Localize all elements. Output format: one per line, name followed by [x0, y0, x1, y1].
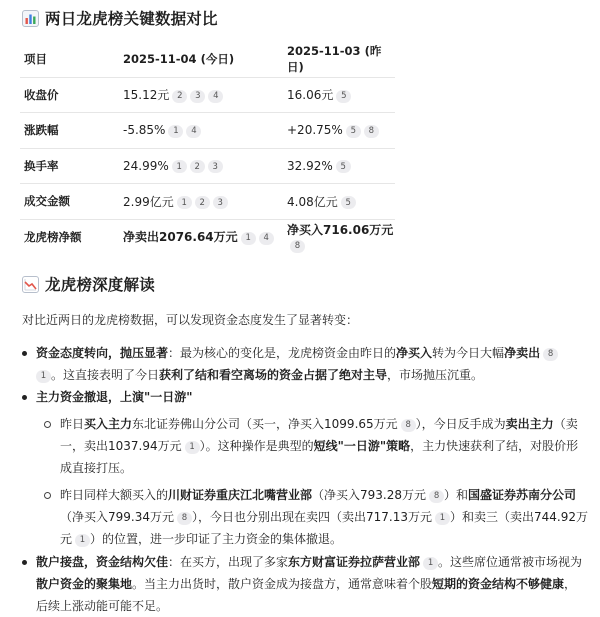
bullet-text: ）和卖三（卖出744.92万元: [60, 510, 588, 546]
citation-badge[interactable]: 8: [364, 125, 379, 138]
bullet-text: 。当主力出货时，散户资金成为接盘方，通常意味着个股: [132, 577, 433, 591]
citation-badge[interactable]: 2: [190, 160, 205, 173]
citation-badge[interactable]: 1: [423, 557, 438, 570]
today-cell: [119, 148, 283, 184]
today-value: 24.99%: [123, 158, 169, 173]
column-header: 项目: [24, 52, 47, 67]
row-label: 成交金额: [24, 194, 70, 209]
line-chart-icon: [22, 276, 39, 293]
citation-badge[interactable]: 1: [241, 232, 256, 245]
citation-badge[interactable]: 5: [341, 196, 356, 209]
bullet-main-capital-retreat: [22, 386, 588, 408]
citation-badge[interactable]: 3: [213, 196, 228, 209]
table-row: [20, 77, 395, 113]
row-label: 涨跌幅: [24, 123, 59, 138]
bullet-text: 。这些席位通常被市场视为: [438, 555, 583, 569]
today-value: 净卖出2076.64万元: [123, 230, 238, 245]
bullet-heading: 散户接盘，资金结构欠佳: [36, 555, 169, 569]
bullet-text: ）和: [444, 488, 469, 502]
section-title-text: 两日龙虎榜关键数据对比: [45, 10, 218, 28]
bullet-dot: [22, 351, 27, 356]
table-row: [20, 148, 395, 184]
yesterday-value: 32.92%: [287, 158, 333, 173]
column-header: 2025-11-04 (今日): [123, 52, 235, 67]
bullet-text: ），今日也分别出现在卖四（卖出717.13万元: [192, 510, 432, 524]
bullet-text: ，市场抛压沉重。: [387, 368, 484, 382]
bullet-text: ，后续上涨动能可能不足。: [36, 577, 577, 613]
bullet-text: ）的位置，进一步印证了主力资金的集体撤退。: [90, 532, 343, 546]
yesterday-value: +20.75%: [287, 123, 343, 137]
sub-bullet-dongbei: [44, 413, 590, 479]
column-header: 2025-11-03 (昨日): [287, 44, 382, 75]
bullet-text: 。这直接表明了今日: [51, 368, 160, 382]
sub-bullet-content: [44, 413, 590, 479]
row-label: 收盘价: [24, 87, 59, 102]
citation-badge[interactable]: 8: [543, 348, 558, 361]
keyword: 川财证券重庆江北嘴营业部: [168, 488, 313, 502]
bullet-text: ）。这种操作是典型的: [199, 439, 314, 453]
yesterday-cell: [283, 113, 395, 149]
citation-badge[interactable]: 1: [172, 160, 187, 173]
today-cell: [119, 184, 283, 220]
citation-badge[interactable]: 1: [36, 370, 51, 383]
row-label: 换手率: [24, 158, 59, 173]
intro-paragraph: 对比近两日的龙虎榜数据，可以发现资金态度发生了显著转变：: [22, 313, 359, 327]
keyword: 短线"一日游"策略: [313, 439, 411, 453]
table-row: [20, 184, 395, 220]
today-value: -5.85%: [123, 123, 166, 137]
bullet-heading: 主力资金撤退，上演"一日游": [36, 390, 193, 404]
today-value: 15.12元: [123, 88, 170, 103]
keyword: 净卖出: [504, 346, 541, 360]
bar-chart-icon: [22, 10, 39, 27]
section-title-comparison: [22, 6, 218, 30]
citation-badge[interactable]: 1: [435, 512, 450, 525]
bullet-content: [22, 551, 588, 617]
table-header-row: [20, 42, 395, 77]
sub-bullet-dot: [44, 492, 51, 499]
citation-badge[interactable]: 3: [208, 160, 223, 173]
bullet-retail-takeover: [22, 551, 588, 617]
citation-badge[interactable]: 5: [336, 160, 351, 173]
bullet-text: ，主力快速获利了结，对股价形成直接打压。: [60, 439, 579, 475]
keyword: 国盛证券苏南分公司: [468, 488, 577, 502]
yesterday-value: 净买入716.06万元: [287, 223, 394, 237]
bullet-text: （净买入793.28万元: [312, 488, 427, 502]
today-value: 2.99亿元: [123, 194, 174, 209]
bullet-dot: [22, 560, 27, 565]
citation-badge[interactable]: 8: [177, 512, 192, 525]
keyword: 卖出主力: [505, 417, 554, 431]
sub-bullet-dot: [44, 421, 51, 428]
sub-bullet-content: [44, 484, 590, 550]
bullet-heading: 资金态度转向，抛压显著: [36, 346, 169, 360]
section-title-analysis: [22, 272, 155, 296]
keyword: 获利了结和看空离场的资金占据了绝对主导: [159, 368, 388, 382]
keyword: 散户资金的聚集地: [36, 577, 133, 591]
table-row: [20, 219, 395, 254]
keyword: 买入主力: [84, 417, 133, 431]
bullet-content: [22, 342, 588, 386]
bullet-text: ：最为核心的变化是，龙虎榜资金由昨日的: [168, 346, 397, 360]
bullet-text: 昨日同样大额买入的: [60, 488, 169, 502]
bullet-capital-shift: [22, 342, 588, 386]
comparison-table: [20, 42, 395, 254]
yesterday-value: 4.08亿元: [287, 194, 338, 209]
sub-bullet-chuancai-guosheng: [44, 484, 590, 550]
bullet-text: （净买入799.34万元: [60, 510, 174, 524]
bullet-text: 转为今日大幅: [432, 346, 505, 360]
bullet-text: ：在买方，出现了多家: [168, 555, 289, 569]
table-row: [20, 113, 395, 149]
citation-badge[interactable]: 5: [346, 125, 361, 138]
citation-badge[interactable]: 8: [429, 490, 444, 503]
yesterday-value: 16.06元: [287, 88, 334, 103]
citation-badge[interactable]: 1: [168, 125, 183, 138]
bullet-text: （卖一，卖出1037.94万元: [60, 417, 578, 453]
bullet-text: 昨日: [60, 417, 85, 431]
section-title-text: 龙虎榜深度解读: [45, 276, 155, 294]
yesterday-cell: [283, 77, 395, 113]
yesterday-cell: [283, 148, 395, 184]
citation-badge[interactable]: 3: [190, 90, 205, 103]
bullet-dot: [22, 395, 27, 400]
yesterday-cell: [283, 184, 395, 220]
citation-badge[interactable]: 4: [259, 232, 274, 245]
today-cell: [119, 77, 283, 113]
citation-badge[interactable]: 8: [401, 419, 416, 432]
citation-badge[interactable]: 8: [290, 240, 305, 253]
keyword: 东方财富证券拉萨营业部: [288, 555, 421, 569]
citation-badge[interactable]: 1: [185, 441, 200, 454]
yesterday-cell: [283, 219, 395, 254]
keyword: 净买入: [396, 346, 433, 360]
row-label: 龙虎榜净额: [24, 229, 82, 244]
citation-badge[interactable]: 4: [208, 90, 223, 103]
citation-badge[interactable]: 2: [172, 90, 187, 103]
citation-badge[interactable]: 1: [75, 534, 90, 547]
citation-badge[interactable]: 5: [336, 90, 351, 103]
citation-badge[interactable]: 2: [195, 196, 210, 209]
today-cell: [119, 113, 283, 149]
today-cell: [119, 219, 283, 254]
bullet-text: ），今日反手成为: [415, 417, 506, 431]
citation-badge[interactable]: 1: [177, 196, 192, 209]
citation-badge[interactable]: 4: [186, 125, 201, 138]
keyword: 短期的资金结构不够健康: [432, 577, 565, 591]
bullet-text: 东北证券佛山分公司（买一，净买入1099.65万元: [132, 417, 398, 431]
